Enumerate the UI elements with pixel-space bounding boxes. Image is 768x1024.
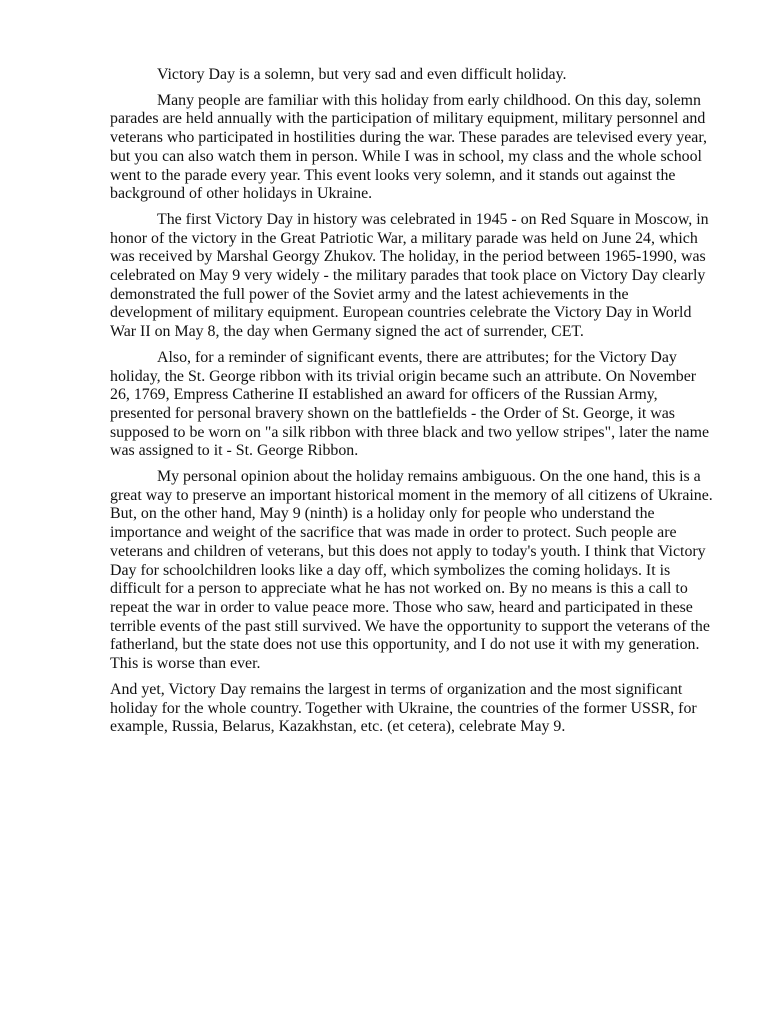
paragraph-history: The first Victory Day in history was celebrated in 1945 - on Red Square in Moscow, in honor of the victory in the Great Patriotic War, a military parade was held on June 24, which was received by Marshal Georgy Zhukov. The holiday, in the period between 1965-1990, was celebrated on May 9 very widely - the military parades that took place on Victory Day clearly demonstrated the full power of the Soviet army and the latest achievements in the development of military equipment. European countries celebrate the Victory Day in World War II on May 8, the day when Germany signed the act of surrender, CET. [110,210,709,341]
paragraph-personal-opinion: My personal opinion about the holiday remains ambiguous. On the one hand, this is a great way to preserve an important historical moment in the memory of all citizens of Ukraine. But, on the other hand, May 9 (ninth) is a holiday only for people who understand the importance and weight of the sacrifice that was made in order to protect. Such people are veterans and children of veterans, but this does not apply to today's youth. I think that Victory Day for schoolchildren looks like a day off, which symbolizes the coming holidays. It is difficult for a person to appreciate what he has not worked on. By no means is this a call to repeat the war in order to value peace more. Those who saw, heard and participated in these terrible events of the past still survived. We have the opportunity to support the veterans of the fatherland, but the state does not use this opportunity, and I do not use it with my generation. This is worse than ever. [110,468,713,673]
paragraph-st-george-ribbon: Also, for a reminder of significant events, there are attributes; for the Victory Day holiday, the St. George ribbon with its trivial origin became such an attribute. On November 26, 1769, Empress Catherine II established an award for officers of the Russian Army, presented for personal bravery shown on the battlefields - the Order of St. George, it was supposed to be worn on "a silk ribbon with three black and two yellow stripes", later the name was assigned to it - St. George Ribbon. [110,348,710,460]
paragraph-childhood-parades: Many people are familiar with this holiday from early childhood. On this day, solemn parades are held annually with the participation of military equipment, military personnel and veterans who participated in hostilities during the war. These parades are televised every year, but you can also watch them in person. While I was in school, my class and the whole school went to the parade every year. This event looks very solemn, and it stands out against the background of other holidays in Ukraine. [110,91,707,203]
paragraph-conclusion: And yet, Victory Day remains the largest in terms of organization and the most significant holiday for the whole country. Together with Ukraine, the countries of the former USSR, for example, Russia, Belarus, Kazakhstan, etc. (et cetera), celebrate May 9. [110,680,697,736]
document-page [110,66,714,744]
paragraph-intro: Victory Day is a solemn, but very sad and even difficult holiday. [157,66,567,83]
